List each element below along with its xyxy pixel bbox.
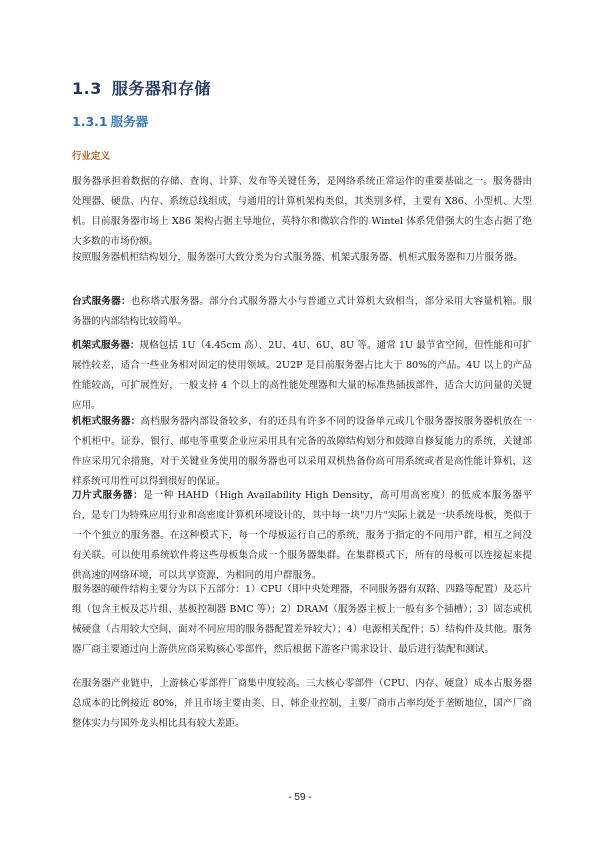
paragraph-term: 台式服务器： xyxy=(72,296,131,307)
paragraph-text: 服务器承担着数据的存储、查询、计算、发布等关键任务，是网络系统正常运作的重要基础之一。服务器由处理器、硬盘、内存、系统总线组成，与通用的计算机架构类似，其类别多样，主要有 X86、小型机、大型机。目前服务器市场上 X86 架构占据主导地位，英特尔和微软合作的 Wintel 体系凭借强大的生态占据了绝大多数的市场份额。 xyxy=(72,176,532,247)
section-title: 服务器和存储 xyxy=(111,79,211,98)
paragraph-term: 机架式服务器： xyxy=(72,340,140,351)
paragraph-rack-server xyxy=(72,336,532,416)
paragraph-intro xyxy=(72,172,532,252)
subsection-heading xyxy=(72,112,148,130)
paragraph-tower-server xyxy=(72,292,532,332)
subheading: 行业定义 xyxy=(72,151,111,162)
paragraph-text: 规格包括 1U（4.45cm 高）、2U、4U、6U、8U 等。通常 1U 最节省空间，但性能和可扩展性较差，适合一些业务相对固定的使用领域。2U2P 是目前服务器占比大于 80%的产品。4U 以上的产品性能较高，可扩展性好，一般支持 4 个以上的高性能处理器和大量的标准热插拔部件，适合大访问量的关键应用。 xyxy=(72,340,532,411)
paragraph-text: 是一种 HAHD（High Availability High Density，高可用高密度）的低成本服务器平台，是专门为特殊应用行业和高密度计算机环境设计的，其中每一块"刀片"实际上就是一块系统母板，类似于一个个独立的服务器。在这种模式下，每一个母板运行自己的系统，服务于指定的不同用户群，相互之间没有关联。可以使用系统软件将这些母板集合成一个服务器集群。在集群模式下，所有的母板可以连接起来提供高速的网络环境，可以共享资源，为相同的用户群服务。 xyxy=(72,490,532,581)
subsection-title: 服务器 xyxy=(110,114,149,129)
paragraph-term: 机柜式服务器： xyxy=(72,416,141,427)
paragraph-hardware-structure xyxy=(72,580,532,660)
subsection-number: 1.3.1 xyxy=(72,114,108,129)
paragraph-classification xyxy=(72,248,532,268)
paragraph-blade-server xyxy=(72,486,532,586)
paragraph-industry-chain xyxy=(72,674,532,734)
section-number: 1.3 xyxy=(72,79,102,98)
paragraph-text: 高档服务器内部设备较多，有的还具有许多不同的设备单元或几个服务器按服务器机放在一个机柜中。证券、银行、邮电等重要企业应采用具有完备的故障结构划分和鼓障自修复能力的系统，关键部件应采用冗余措施，对于关键业务使用的服务器也可以采用双机热备份高可用系统或者是高性能计算机，这样系统可用性可以得到很好的保证。 xyxy=(72,416,533,487)
paragraph-text: 服务器的硬件结构主要分为以下五部分：1）CPU（即中央处理器，不同服务器有双路、四路等配置）及芯片组（包含主板及芯片组、基板控制器 BMC 等）；2）DRAM（服务器主板上一般有多个插槽）；3）固态或机械硬盘（占用较大空间，面对不同应用的服务器配置差异较大）；4）电源相关配件；5）结构件及其他。服务器厂商主要通过向上游供应商采购核心零部件，然后根据下游客户需求设计、最后进行装配和测试。 xyxy=(72,584,532,655)
section-heading xyxy=(72,76,211,99)
paragraph-text: 也称塔式服务器。部分台式服务器大小与普通立式计算机大致相当，部分采用大容量机箱。服务器的内部结构比较简单。 xyxy=(72,296,533,327)
paragraph-cabinet-server xyxy=(72,412,532,492)
page-number: - 59 - xyxy=(288,792,312,803)
paragraph-text: 在服务器产业链中，上游核心零部件厂商集中度较高。三大核心零部件（CPU、内存、硬盘）成本占服务器总成本的比例接近 80%，并且市场主要由美、日、韩企业控制，主要厂商市占率均处于垄断地位，国产厂商整体实力与国外龙头相比具有较大差距。 xyxy=(72,678,532,729)
paragraph-text: 按照服务器机柜结构划分，服务器可大致分类为台式服务器、机架式服务器、机柜式服务器和刀片服务器。 xyxy=(72,252,523,263)
paragraph-term: 刀片式服务器： xyxy=(72,490,144,501)
